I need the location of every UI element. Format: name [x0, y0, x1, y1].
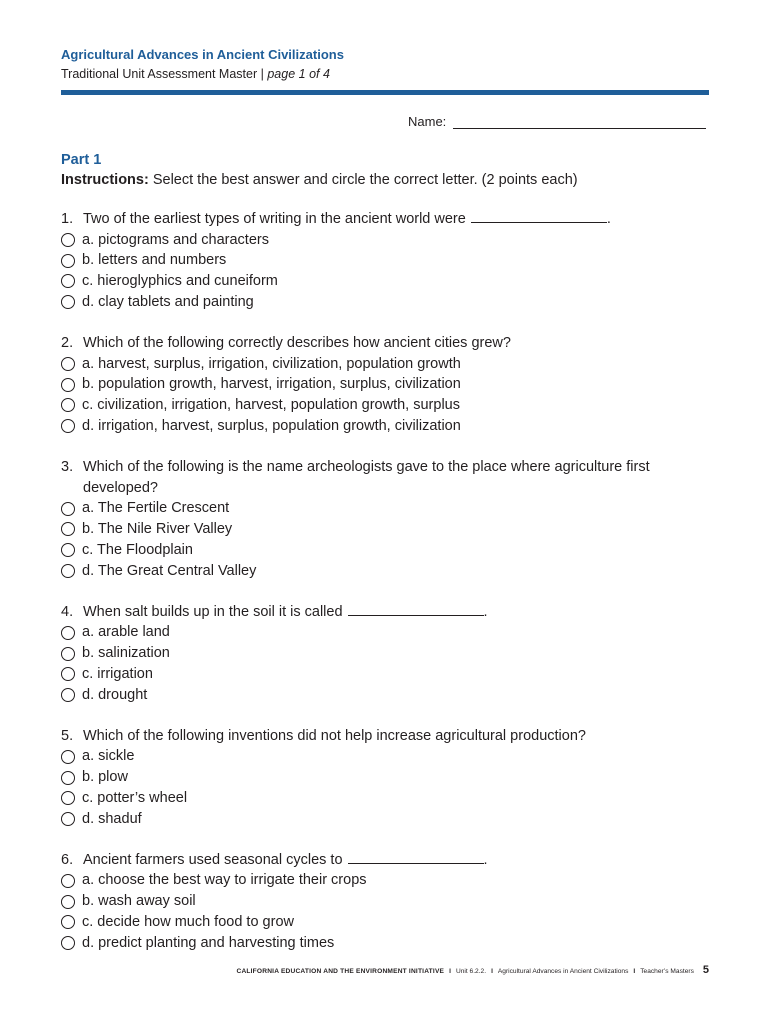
option-d[interactable] — [61, 933, 721, 954]
question-stem — [61, 209, 721, 230]
question-text: Two of the earliest types of writing in the ancient world were — [83, 211, 466, 227]
option-b[interactable] — [61, 519, 721, 540]
answer-circle-icon[interactable] — [61, 378, 75, 392]
subtitle-text: Traditional Unit Assessment Master — [61, 67, 258, 81]
question-text-wrap — [83, 602, 721, 623]
option-a[interactable] — [61, 354, 721, 375]
answer-circle-icon[interactable] — [61, 274, 75, 288]
footer-separator: I — [449, 968, 451, 975]
footer-org: CALIFORNIA EDUCATION AND THE ENVIRONMENT INITIATIVE — [236, 968, 445, 975]
answer-circle-icon[interactable] — [61, 522, 75, 536]
page-footer — [236, 964, 709, 976]
option-b[interactable] — [61, 891, 721, 912]
option-label: b. The Nile River Valley — [82, 521, 233, 538]
option-c[interactable] — [61, 395, 721, 416]
option-label: a. The Fertile Crescent — [82, 500, 230, 517]
question-stem — [61, 602, 721, 623]
assessment-subtitle — [61, 67, 330, 81]
answer-circle-icon[interactable] — [61, 874, 75, 888]
question-text: Which of the following is the name archeologists gave to the place where agriculture first developed? — [83, 459, 650, 496]
option-label: d. The Great Central Valley — [82, 562, 257, 579]
answer-circle-icon[interactable] — [61, 791, 75, 805]
option-label: b. population growth, harvest, irrigation, surplus, civilization — [82, 376, 461, 393]
question-text-wrap — [83, 850, 721, 871]
answer-circle-icon[interactable] — [61, 667, 75, 681]
footer-separator: I — [491, 968, 493, 975]
option-a[interactable] — [61, 870, 721, 891]
answer-circle-icon[interactable] — [61, 771, 75, 785]
question-number: 6. — [61, 851, 74, 868]
answer-circle-icon[interactable] — [61, 936, 75, 950]
option-d[interactable] — [61, 561, 721, 582]
option-label: b. salinization — [82, 645, 170, 662]
option-b[interactable] — [61, 250, 721, 271]
question-number: 3. — [61, 459, 74, 476]
question-6 — [61, 850, 721, 954]
option-label: d. clay tablets and painting — [82, 293, 254, 310]
answer-circle-icon[interactable] — [61, 254, 75, 268]
question-number: 2. — [61, 335, 74, 352]
footer-separator: I — [633, 968, 636, 975]
option-a[interactable] — [61, 746, 721, 767]
question-stem — [61, 850, 721, 871]
question-stem — [61, 457, 721, 498]
option-b[interactable] — [61, 374, 721, 395]
option-c[interactable] — [61, 540, 721, 561]
question-text: Which of the following inventions did not help increase agricultural production? — [83, 727, 586, 744]
question-4 — [61, 602, 721, 706]
option-b[interactable] — [61, 767, 721, 788]
answer-circle-icon[interactable] — [61, 626, 75, 640]
question-2 — [61, 333, 721, 437]
option-label: c. irrigation — [82, 665, 153, 682]
option-c[interactable] — [61, 788, 721, 809]
name-field — [408, 114, 706, 129]
option-label: b. wash away soil — [82, 893, 196, 910]
option-label: d. shaduf — [82, 810, 142, 827]
footer-unit: Unit 6.2.2. — [456, 968, 487, 975]
answer-circle-icon[interactable] — [61, 895, 75, 909]
option-a[interactable] — [61, 230, 721, 251]
option-label: b. plow — [82, 769, 128, 786]
question-text: Which of the following correctly describes how ancient cities grew? — [83, 335, 511, 352]
option-label: a. arable land — [82, 624, 170, 641]
answer-circle-icon[interactable] — [61, 233, 75, 247]
option-c[interactable] — [61, 664, 721, 685]
blank-suffix: . — [483, 851, 488, 868]
answer-circle-icon[interactable] — [61, 915, 75, 929]
unit-title: Agricultural Advances in Ancient Civilizations — [61, 47, 344, 62]
option-d[interactable] — [61, 809, 721, 830]
option-label: c. The Floodplain — [82, 541, 193, 558]
subtitle-divider: | — [260, 67, 264, 81]
question-number: 4. — [61, 603, 74, 620]
answer-circle-icon[interactable] — [61, 295, 75, 309]
option-c[interactable] — [61, 271, 721, 292]
instructions-text: Select the best answer and circle the correct letter. (2 points each) — [152, 172, 578, 188]
answer-circle-icon[interactable] — [61, 564, 75, 578]
answer-circle-icon[interactable] — [61, 812, 75, 826]
option-label: c. decide how much food to grow — [82, 913, 294, 930]
question-text: Ancient farmers used seasonal cycles to — [83, 851, 343, 868]
question-text-wrap — [83, 209, 721, 230]
answer-blank[interactable] — [348, 851, 484, 864]
question-1 — [61, 209, 721, 313]
option-a[interactable] — [61, 498, 721, 519]
option-label: a. choose the best way to irrigate their crops — [82, 872, 367, 889]
option-a[interactable] — [61, 622, 721, 643]
option-label: a. harvest, surplus, irrigation, civilization, population growth — [82, 355, 461, 372]
question-text: When salt builds up in the soil it is called — [83, 603, 343, 620]
question-number: 5. — [61, 727, 74, 744]
answer-circle-icon[interactable] — [61, 543, 75, 557]
footer-unit-title: Agricultural Advances in Ancient Civilizations — [497, 968, 629, 975]
answer-circle-icon[interactable] — [61, 750, 75, 764]
answer-blank[interactable] — [348, 603, 484, 616]
answer-blank[interactable] — [471, 210, 607, 223]
option-d[interactable] — [61, 292, 721, 313]
name-label: Name: — [408, 114, 447, 129]
page-number: 5 — [702, 964, 709, 976]
footer-masters: Teacher’s Masters — [640, 968, 694, 975]
page-indicator: page 1 of 4 — [267, 67, 330, 81]
question-number: 1. — [61, 211, 74, 227]
question-5 — [61, 726, 721, 830]
name-blank[interactable] — [453, 115, 706, 129]
option-d[interactable] — [61, 685, 721, 706]
blank-suffix: . — [483, 603, 488, 620]
question-list — [61, 209, 721, 974]
option-label: c. civilization, irrigation, harvest, population growth, surplus — [82, 397, 460, 414]
option-label: c. hieroglyphics and cuneiform — [82, 273, 278, 290]
option-b[interactable] — [61, 643, 721, 664]
answer-circle-icon[interactable] — [61, 419, 75, 433]
option-label: d. drought — [82, 686, 148, 703]
instructions — [61, 172, 578, 188]
question-stem — [61, 333, 721, 354]
answer-circle-icon[interactable] — [61, 647, 75, 661]
instructions-label: Instructions: — [61, 172, 149, 188]
part-title: Part 1 — [61, 152, 102, 168]
option-label: b. letters and numbers — [82, 252, 227, 269]
option-label: c. potter’s wheel — [82, 789, 188, 806]
answer-circle-icon[interactable] — [61, 398, 75, 412]
option-label: d. predict planting and harvesting times — [82, 934, 335, 951]
option-c[interactable] — [61, 912, 721, 933]
answer-circle-icon[interactable] — [61, 357, 75, 371]
question-3 — [61, 457, 721, 581]
option-d[interactable] — [61, 416, 721, 437]
question-stem — [61, 726, 721, 747]
answer-circle-icon[interactable] — [61, 502, 75, 516]
option-label: a. sickle — [82, 748, 135, 765]
blank-suffix: . — [606, 211, 611, 227]
option-label: a. pictograms and characters — [82, 231, 269, 248]
header-rule — [61, 90, 709, 95]
answer-circle-icon[interactable] — [61, 688, 75, 702]
option-label: d. irrigation, harvest, surplus, population growth, civilization — [82, 417, 461, 434]
